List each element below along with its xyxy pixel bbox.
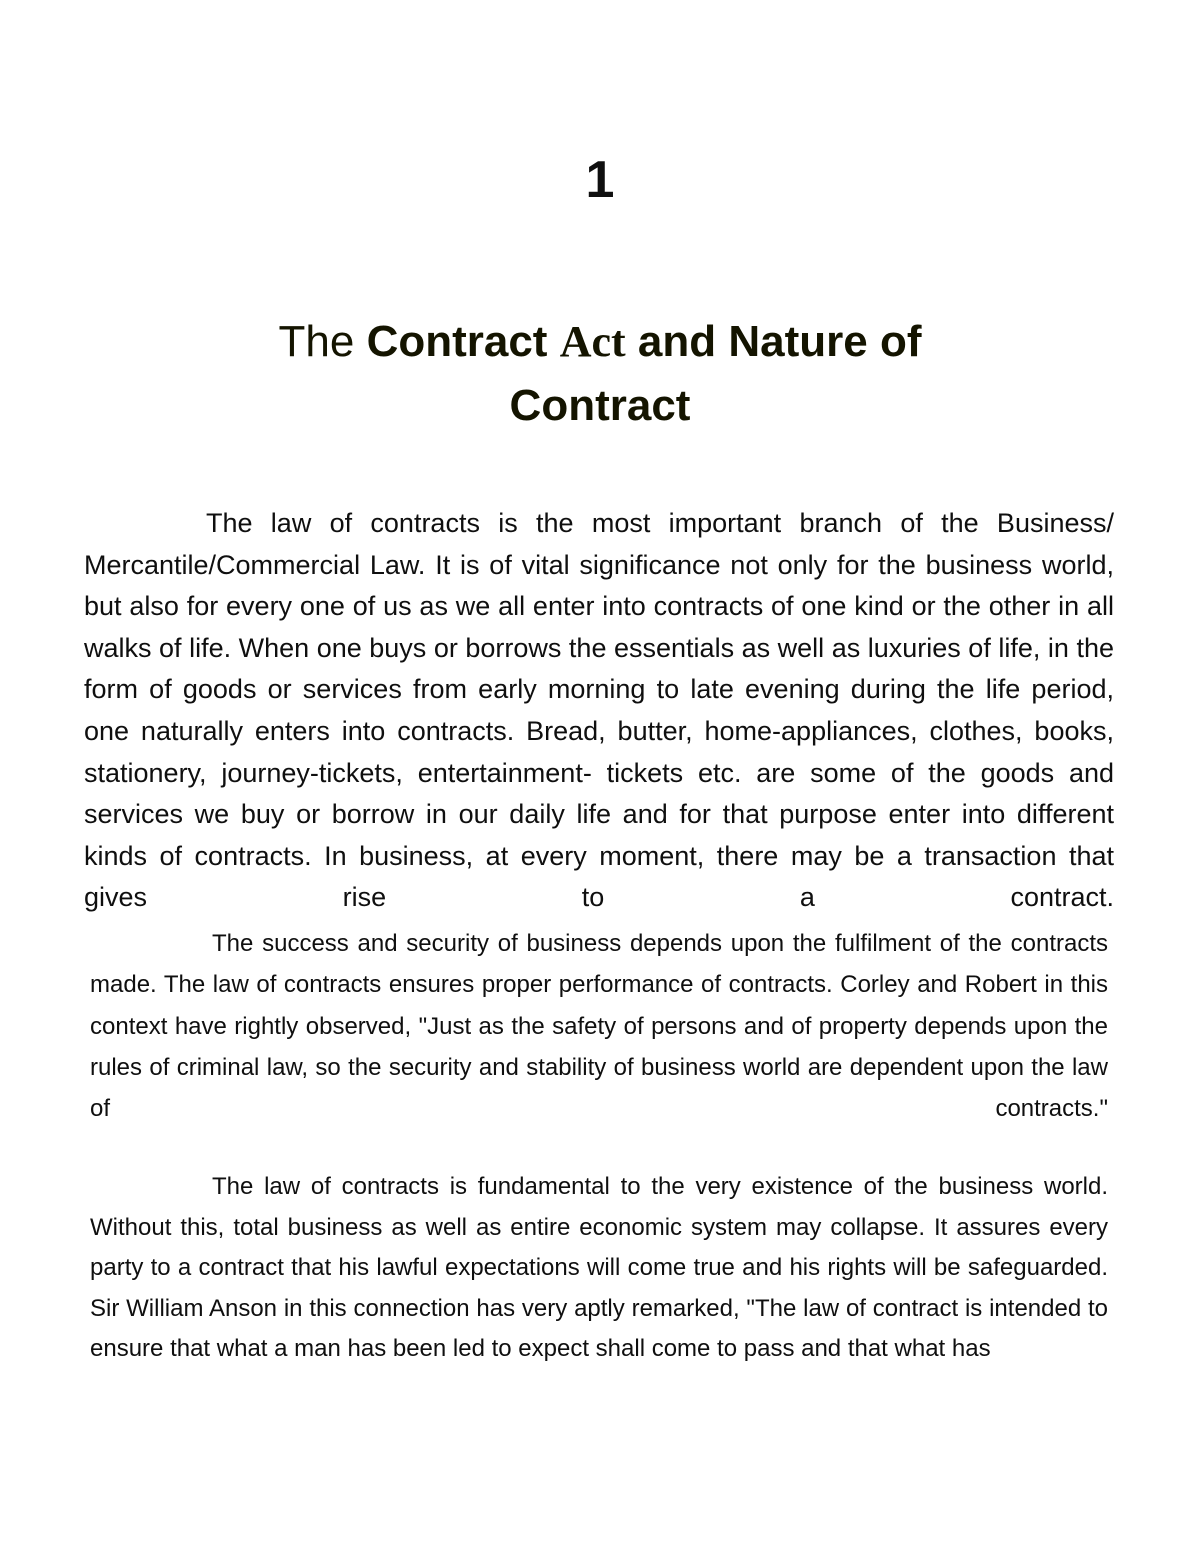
paragraph-line: collapse. It assures every party to a contract that his lawful expectations will (90, 1213, 1109, 1281)
paragraph-line: contracts made. The law of contracts ensures proper performance of contracts. Corley (90, 930, 1109, 999)
chapter-title (150, 310, 1050, 438)
title-words-and-nature-of: and Nature of (637, 317, 922, 366)
title-line-2: Contract (509, 381, 691, 430)
paragraph-line: connection has very aptly remarked, "The law of contract is intended to ensure (90, 1294, 1109, 1362)
paragraph-line: business world, but also for every one of us as we all enter into contracts of one kind (84, 549, 1114, 622)
chapter-number: 1 (585, 151, 615, 209)
paragraph-line: that purpose enter into different kinds of contracts. In business, at every moment, (84, 799, 1114, 871)
paragraph-line: late evening during the life period, one naturally enters into contracts. Bread, butter, (84, 674, 1114, 746)
paragraph-line: come true and his rights will be safeguarded. Sir William Anson in this (90, 1254, 1108, 1322)
paragraph-line: and Robert in this context have rightly observed, "Just as the safety of (90, 971, 1108, 1040)
paragraph-line: world. Without this, total business as well as entire economic system may (90, 1173, 1109, 1241)
body-paragraph-1 (84, 503, 1114, 919)
paragraph-line: The success and security of business depends upon the fulfilment of the (212, 930, 1002, 957)
paragraph-line: home-appliances, clothes, books, stationery, journey-tickets, entertainment- tickets (84, 715, 1114, 788)
body-paragraph-3 (90, 1167, 1108, 1370)
paragraph-line: persons and of property depends upon the rules of criminal law, so the (90, 1012, 1108, 1081)
paragraph-line: contracts." (995, 1095, 1108, 1123)
body-paragraph-2 (90, 923, 1108, 1129)
paragraph-line: or the other in all walks of life. When one buys or borrows the essentials as well (84, 591, 1114, 663)
title-word-act: Act (559, 317, 626, 366)
paragraph-line: The law of contracts is fundamental to the very existence of the business (212, 1173, 1034, 1200)
paragraph-line: that what a man has been led to expect shall come to pass and that what has (170, 1335, 991, 1362)
paragraph-line: The law of contracts is the most important branch of the Business/ (206, 508, 1114, 538)
title-word-contract: Contract (366, 317, 548, 366)
paragraph-line: Mercantile/Commercial Law. It is of vital significance not only for the (84, 549, 916, 580)
paragraph-line: etc. are some of the goods and services we buy or borrow in our daily life and for (84, 757, 1114, 830)
title-word-the: The (278, 317, 355, 366)
paragraph-line: security and stability of business world are dependent upon the law of (90, 1053, 1108, 1123)
paragraph-line: as luxuries of life, in the form of goods or services from early morning to (84, 632, 1114, 705)
paragraph-line: there may be a transaction that gives rise to a contract. (84, 840, 1114, 913)
